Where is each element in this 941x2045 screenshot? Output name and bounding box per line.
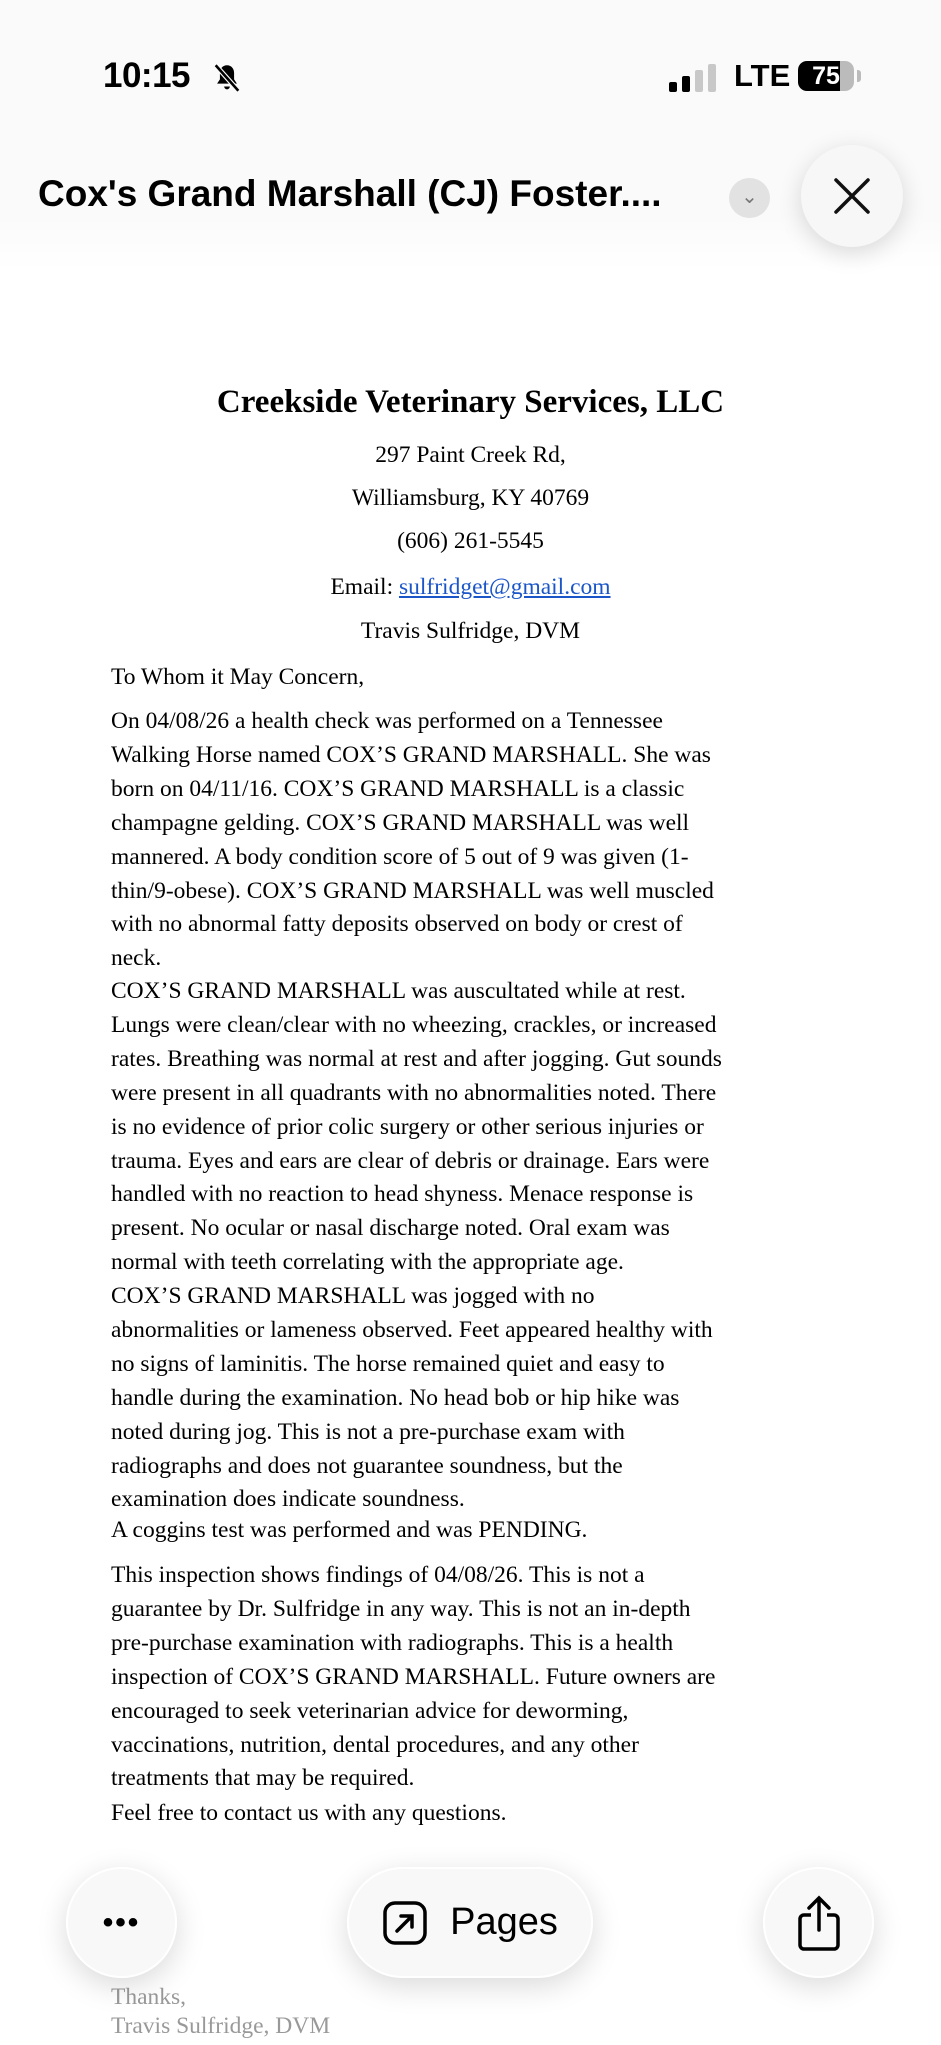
ellipsis-icon: ••• bbox=[102, 1905, 141, 1939]
paragraph-1-line: champagne gelding. COX’S GRAND MARSHALL was well bbox=[111, 809, 690, 836]
paragraph-1-line: On 04/08/26 a health check was performed on a Tennessee bbox=[111, 708, 663, 734]
paragraph-2-line: Lungs were clean/clear with no wheezing, crackles, or increased bbox=[111, 1011, 717, 1038]
battery-icon: 75 bbox=[798, 61, 854, 91]
email-link[interactable]: sulfridget@gmail.com bbox=[398, 574, 611, 600]
signature: Travis Sulfridge, DVM bbox=[111, 2013, 331, 2039]
paragraph-2-line: COX’S GRAND MARSHALL was auscultated while at rest. bbox=[111, 978, 686, 1004]
paragraph-6-line: Feel free to contact us with any questions. bbox=[111, 1800, 507, 1826]
address-line-2: Williamsburg, KY 40769 bbox=[351, 485, 590, 511]
top-bar bbox=[0, 0, 941, 270]
paragraph-1-line: mannered. A body condition score of 5 out of 9 was given (1- bbox=[111, 843, 689, 870]
document-title[interactable]: Cox's Grand Marshall (CJ) Foster.... bbox=[38, 173, 662, 214]
paragraph-1-line: with no abnormal fatty deposits observed on body or crest of bbox=[111, 911, 683, 938]
paragraph-1-line: born on 04/11/16. COX’S GRAND MARSHALL is a classic bbox=[111, 775, 685, 802]
doctor-name: Travis Sulfridge, DVM bbox=[360, 618, 581, 644]
paragraph-3-line: radiographs and does not guarantee soundness, but the bbox=[111, 1452, 623, 1479]
paragraph-3-line: COX’S GRAND MARSHALL was jogged with no bbox=[111, 1283, 595, 1309]
paragraph-2-line: trauma. Eyes and ears are clear of debris or drainage. Ears were bbox=[111, 1147, 710, 1174]
email-line bbox=[0, 574, 941, 601]
company-name: Creekside Veterinary Services, LLC bbox=[216, 384, 725, 420]
share-button[interactable] bbox=[763, 1867, 874, 1978]
share-icon bbox=[796, 1895, 842, 1951]
paragraph-2-line: normal with teeth correlating with the appropriate age. bbox=[111, 1249, 624, 1276]
paragraph-3-line: no signs of laminitis. The horse remained quiet and easy to bbox=[111, 1350, 665, 1377]
paragraph-5-line: pre-purchase examination with radiographs. This is a health bbox=[111, 1629, 674, 1656]
paragraph-1-line: neck. bbox=[111, 945, 162, 972]
paragraph-2-line: is no evidence of prior colic surgery or other serious injuries or bbox=[111, 1113, 704, 1140]
paragraph-3-line: handle during the examination. No head bob or hip hike was bbox=[111, 1384, 680, 1411]
paragraph-3-line: examination does indicate soundness. bbox=[111, 1486, 465, 1513]
pages-label: Pages bbox=[450, 1901, 558, 1943]
paragraph-1-line: Walking Horse named COX’S GRAND MARSHALL. She was bbox=[111, 741, 711, 768]
paragraph-5-line: guarantee by Dr. Sulfridge in any way. This is not an in-depth bbox=[111, 1595, 691, 1622]
paragraph-4-line: A coggins test was performed and was PENDING. bbox=[111, 1517, 588, 1543]
phone: (606) 261-5545 bbox=[397, 528, 544, 554]
signal-icon bbox=[669, 62, 716, 92]
paragraph-1-line: thin/9-obese). COX’S GRAND MARSHALL was well muscled bbox=[111, 877, 714, 904]
close-icon bbox=[832, 176, 872, 216]
paragraph-2-line: were present in all quadrants with no abnormalities noted. There bbox=[111, 1079, 717, 1106]
bell-slash-icon bbox=[210, 60, 244, 96]
more-button[interactable] bbox=[66, 1867, 177, 1978]
paragraph-2-line: handled with no reaction to head shyness. Menace response is bbox=[111, 1181, 694, 1208]
closing: Thanks, bbox=[111, 1984, 187, 2010]
status-time: 10:15 bbox=[103, 56, 191, 95]
paragraph-5-line: encouraged to seek veterinarian advice for deworming, bbox=[111, 1697, 629, 1724]
paragraph-5-line: treatments that may be required. bbox=[111, 1765, 415, 1792]
paragraph-5-line: This inspection shows findings of 04/08/26. This is not a bbox=[111, 1562, 645, 1588]
paragraph-2-line: present. No ocular or nasal discharge noted. Oral exam was bbox=[111, 1215, 670, 1242]
network-type: LTE bbox=[734, 58, 791, 93]
chevron-down-icon[interactable]: ⌄ bbox=[729, 178, 770, 218]
paragraph-3-line: noted during jog. This is not a pre-purchase exam with bbox=[111, 1418, 625, 1445]
battery-tip bbox=[857, 70, 861, 82]
greeting: To Whom it May Concern, bbox=[111, 664, 365, 690]
arrow-up-right-square-icon bbox=[382, 1900, 428, 1946]
close-button[interactable] bbox=[801, 145, 903, 247]
paragraph-5-line: vaccinations, nutrition, dental procedures, and any other bbox=[111, 1731, 639, 1758]
address-line-1: 297 Paint Creek Rd, bbox=[375, 442, 566, 468]
paragraph-3-line: abnormalities or lameness observed. Feet appeared healthy with bbox=[111, 1316, 713, 1343]
paragraph-5-line: inspection of COX’S GRAND MARSHALL. Future owners are bbox=[111, 1663, 716, 1690]
pages-button[interactable] bbox=[347, 1867, 593, 1978]
paragraph-2-line: rates. Breathing was normal at rest and after jogging. Gut sounds bbox=[111, 1045, 722, 1072]
email-label: Email: bbox=[330, 574, 399, 600]
